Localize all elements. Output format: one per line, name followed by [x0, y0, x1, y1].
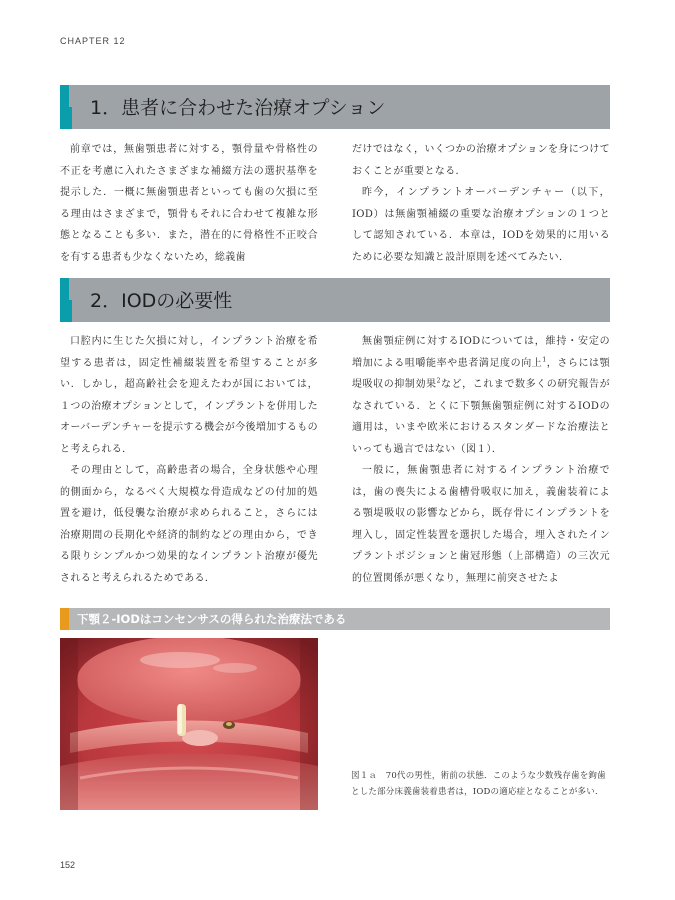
- paragraph: [352, 331, 610, 460]
- section-2-right-column: [352, 331, 610, 589]
- text-run: 無歯顎症例に対するIODについては，維持・安定の増加による咀嚼能率や患者満足度の向上: [352, 336, 610, 369]
- heading-accent-notch: [69, 107, 72, 129]
- paragraph: その理由として，高齢患者の場合，全身状態や心理的側面から，なるべく大規模な骨造成などの付加的処置を避け，低侵襲な治療が求められること，さらには治療期間の長期化や経済的制約などの理由から，できる限りシンプルかつ効果的なインプラント治療が優先されると考えられるためである．: [60, 465, 318, 584]
- figure-banner-title: 下顎２-IODはコンセンサスの得られた治療法である: [77, 612, 347, 626]
- page-number: 152: [60, 860, 76, 870]
- paragraph: 一般に，無歯顎患者に対するインプラント治療では，歯の喪失による歯槽骨吸収に加え，義歯装着による顎堤吸収の影響などから，既存骨にインプラントを埋入し，固定性装置を選択した場合，埋入されたインプラントポジションと歯冠形態（上部構造）の三次元的位置関係が悪くなり，無理に前突させたよ: [352, 465, 610, 584]
- paragraph: 前章では，無歯顎患者に対する，顎骨量や骨格性の不正を考慮に入れたさまざまな補綴方法の選択基準を提示した．一概に無歯顎患者といっても歯の欠損に至る理由はさまざまで，顎骨もそれに合わせて複雑な形態となることも多い．また，潜在的に骨格性不正咬合を有する患者も少なくないため，総義歯: [60, 144, 318, 263]
- citation-ref: 1: [542, 356, 547, 364]
- clinical-photo: [60, 638, 318, 810]
- section-1-right-column: [352, 139, 610, 268]
- section-1-title: 1．患者に合わせた治療オプション: [90, 97, 386, 119]
- heading-accent-notch: [69, 300, 72, 322]
- section-2-left-column: [60, 331, 318, 589]
- paragraph: 口腔内に生じた欠損に対し，インプラント治療を希望する患者は，固定性補綴装置を希望することが多い．しかし，超高齢社会を迎えたわが国においては，１つの治療オプションとして，インプラントを併用したオーバーデンチャーを提示する機会が今後増加するものと考えられる．: [60, 336, 318, 455]
- figure-banner: [60, 608, 610, 630]
- paragraph: 昨今，インプラントオーバーデンチャー（以下，IOD）は無歯顎補綴の重要な治療オプションの１つとして認知されている．本章は，IODを効果的に用いるために必要な知識と設計原則を述べてみたい．: [352, 187, 610, 263]
- section-1-left-column: [60, 139, 318, 268]
- paragraph: だけではなく，いくつかの治療オプションを身につけておくことが重要となる．: [352, 144, 610, 177]
- chapter-label: CHAPTER 12: [60, 36, 126, 46]
- figure-caption: 図１ａ 70代の男性，術前の状態．このような少数残存歯を鉤歯とした部分床義歯装着患者は，IODの適応症となることが多い．: [351, 771, 606, 797]
- oral-cavity-illustration: [60, 638, 318, 810]
- section-2-heading: [60, 278, 610, 322]
- text-run: ，さらには顎堤吸収の抑制効果: [352, 357, 610, 390]
- section-2-title: 2．IODの必要性: [90, 290, 233, 312]
- text-run: など，これまで数多くの研究報告がなされている．とくに下顎無歯顎症例に対するIODの適用は，いまや欧米におけるスタンダードな治療法といっても過言ではない（図１）．: [352, 379, 610, 455]
- banner-accent: [60, 608, 69, 630]
- heading-accent: [60, 278, 69, 322]
- heading-accent: [60, 85, 69, 129]
- citation-ref: 2: [436, 377, 441, 385]
- section-1-heading: [60, 85, 610, 129]
